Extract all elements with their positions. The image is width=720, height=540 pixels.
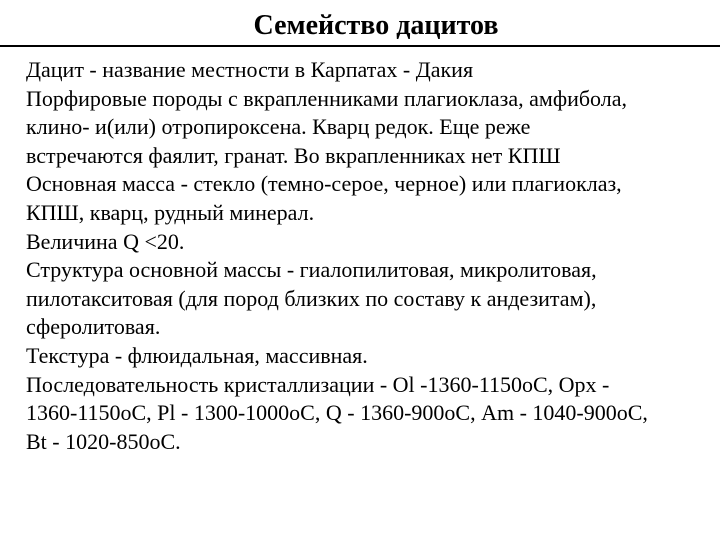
body-line: Bt - 1020-850оС. [26,428,181,454]
body-line: Порфировые породы с вкрапленниками плагиоклаза, амфибола, [26,85,627,111]
body-line: Текстура - флюидальная, массивная. [26,342,368,368]
body-line: Основная масса - стекло (темно-серое, черное) или плагиоклаз, [26,171,622,197]
body-line: встречаются фаялит, гранат. Во вкрапленниках нет КПШ [26,142,561,168]
body-line: Величина Q <20. [26,228,185,254]
body-line: клино- и(или) отропироксена. Кварц редок. Еще реже [26,114,531,140]
body-line: Дацит - название местности в Карпатах - Дакия [26,57,474,82]
slide-body [26,56,706,456]
slide-title: Семейство дацитов [253,10,499,41]
body-line: Структура основной массы - гиалопилитовая, микролитовая, [26,257,597,283]
body-line: КПШ, кварц, рудный минерал. [26,199,315,225]
body-line: сферолитовая. [26,314,161,340]
body-line: 1360-1150оС, Pl - 1300-1000оС, Q - 1360-900оС, Am - 1040-900оС, [26,400,648,426]
body-line: пилотакситовая (для пород близких по составу к андезитам), [26,285,597,311]
body-line: Последовательность кристаллизации - Ol -1360-1150оС, Opx - [26,371,610,397]
title-divider [0,45,720,47]
